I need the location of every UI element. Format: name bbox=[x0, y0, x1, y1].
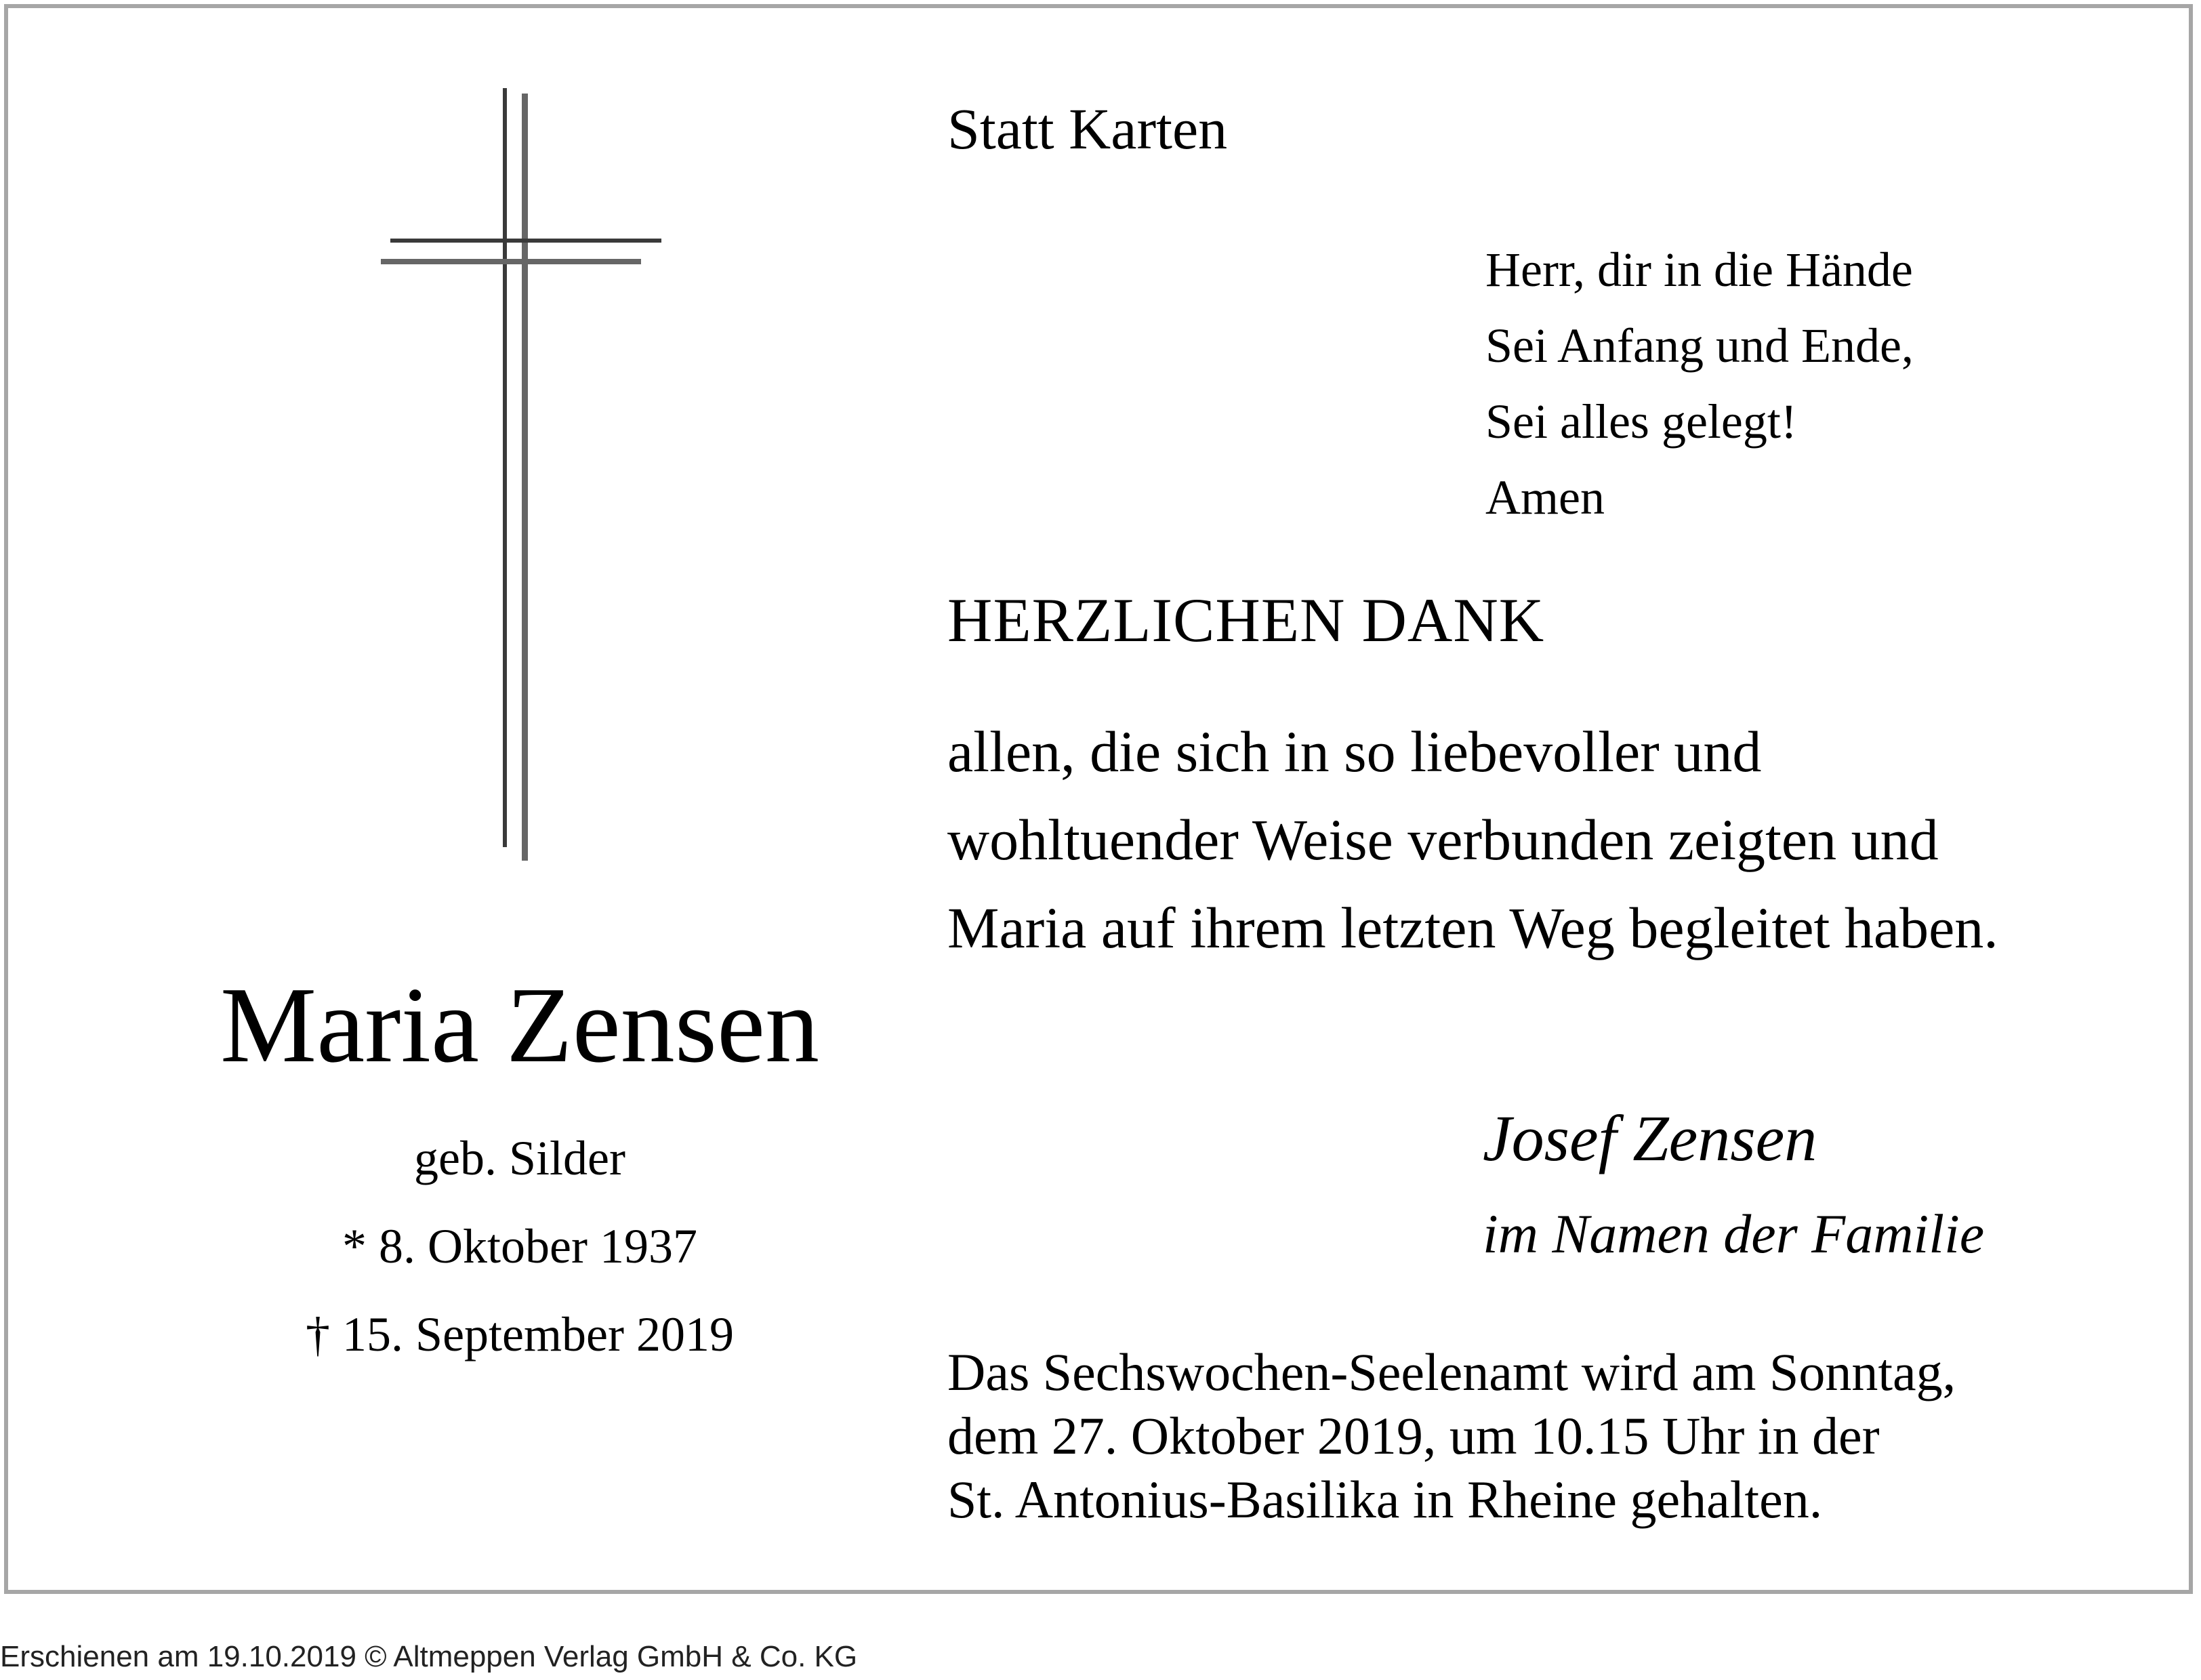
maiden-name: geb. Silder bbox=[414, 1131, 625, 1185]
service-line: dem 27. Oktober 2019, um 10.15 Uhr in der bbox=[947, 1406, 1880, 1465]
publication-footer: Erschienen am 19.10.2019 © Altmeppen Verlag GmbH & Co. KG bbox=[0, 1640, 858, 1673]
signer-name: Josef Zensen bbox=[1483, 1102, 1817, 1174]
signer-role: im Namen der Familie bbox=[1483, 1203, 1985, 1265]
verse-line: Sei Anfang und Ende, bbox=[1485, 319, 1914, 373]
thanks-text bbox=[947, 708, 1998, 972]
deceased-name: Maria Zensen bbox=[220, 964, 820, 1085]
verse-block bbox=[1485, 232, 1914, 535]
birth-date: * 8. Oktober 1937 bbox=[342, 1219, 697, 1273]
thanks-title: HERZLICHEN DANK bbox=[947, 586, 1545, 655]
thanks-line: wohltuender Weise verbunden zeigten und bbox=[947, 807, 1939, 872]
cross-vertical-bar-right bbox=[522, 94, 528, 861]
service-line: Das Sechswochen-Seelenamt wird am Sonntag, bbox=[947, 1343, 1956, 1401]
cross-horizontal-bar-bottom bbox=[381, 259, 641, 264]
deceased-info bbox=[8, 1114, 1031, 1378]
christian-cross-icon bbox=[374, 88, 672, 861]
cross-vertical-bar-left bbox=[503, 88, 507, 847]
thanks-line: Maria auf ihrem letzten Weg begleitet haben. bbox=[947, 895, 1998, 960]
thanks-line: allen, die sich in so liebevoller und bbox=[947, 719, 1762, 784]
service-announcement bbox=[947, 1340, 1956, 1532]
statt-karten-heading: Statt Karten bbox=[947, 96, 1228, 161]
verse-line: Herr, dir in die Hände bbox=[1485, 243, 1913, 297]
death-date: † 15. September 2019 bbox=[306, 1307, 734, 1361]
verse-line: Sei alles gelegt! bbox=[1485, 394, 1797, 449]
obituary-card bbox=[4, 4, 2193, 1594]
service-line: St. Antonius-Basilika in Rheine gehalten. bbox=[947, 1470, 1823, 1529]
cross-horizontal-bar-top bbox=[390, 239, 661, 243]
verse-line: Amen bbox=[1485, 470, 1605, 525]
